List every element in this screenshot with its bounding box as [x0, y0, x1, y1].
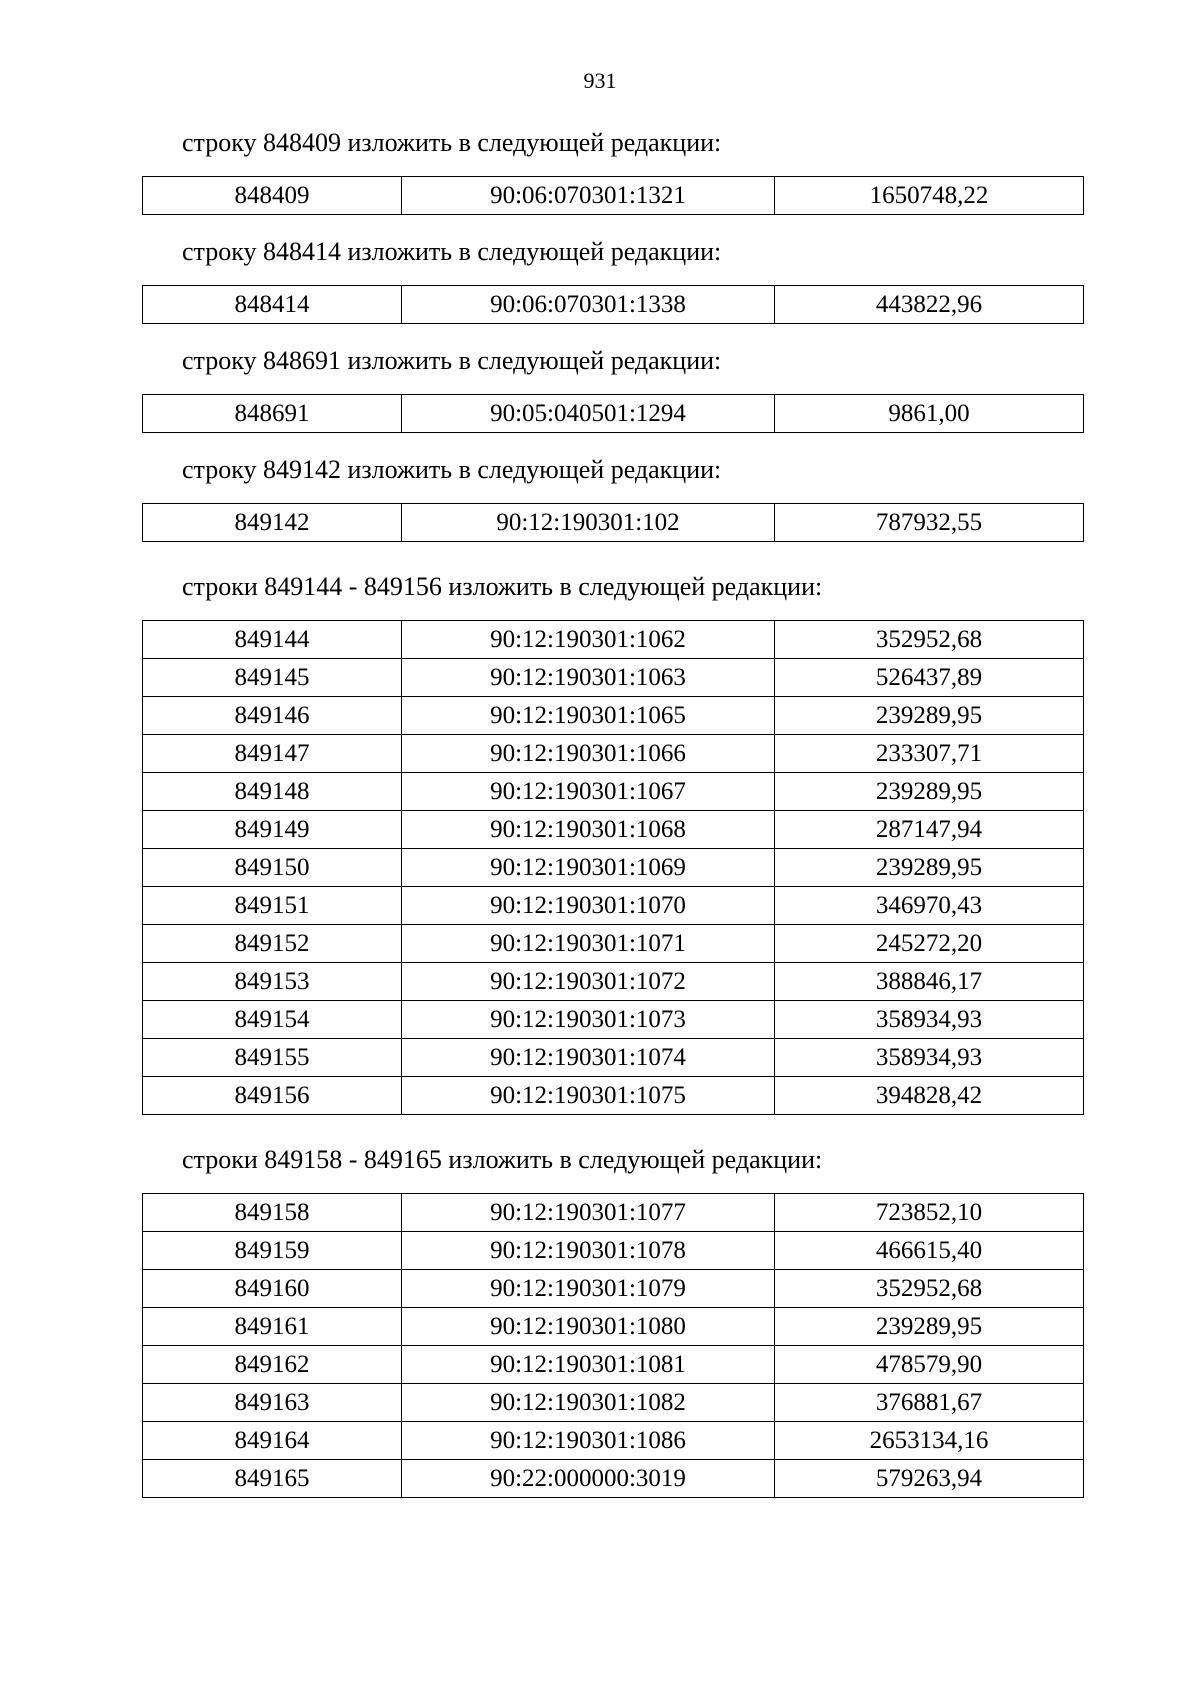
value-cell: 394828,42 — [775, 1077, 1084, 1115]
table-row — [143, 1194, 1084, 1232]
amendment-instruction: строку 848691 изложить в следующей редакции: — [182, 346, 722, 375]
cadastral-number-cell: 90:12:190301:1065 — [402, 697, 775, 735]
value-cell: 287147,94 — [775, 811, 1084, 849]
row-number-cell: 848691 — [143, 395, 402, 433]
value-cell: 239289,95 — [775, 773, 1084, 811]
row-number-cell: 849146 — [143, 697, 402, 735]
cadastral-number-cell: 90:06:070301:1321 — [402, 177, 775, 215]
table-row — [143, 963, 1084, 1001]
amendment-section — [142, 237, 1080, 324]
cadastral-number-cell: 90:12:190301:1080 — [402, 1308, 775, 1346]
value-cell: 245272,20 — [775, 925, 1084, 963]
value-cell: 376881,67 — [775, 1384, 1084, 1422]
cadastral-number-cell: 90:12:190301:1068 — [402, 811, 775, 849]
value-cell: 1650748,22 — [775, 177, 1084, 215]
cadastral-number-cell: 90:22:000000:3019 — [402, 1460, 775, 1498]
row-number-cell: 849142 — [143, 504, 402, 542]
row-number-cell: 849155 — [143, 1039, 402, 1077]
amendment-table — [142, 394, 1084, 433]
table-row — [143, 395, 1084, 433]
value-cell: 478579,90 — [775, 1346, 1084, 1384]
cadastral-number-cell: 90:12:190301:1067 — [402, 773, 775, 811]
cadastral-number-cell: 90:12:190301:1079 — [402, 1270, 775, 1308]
value-cell: 579263,94 — [775, 1460, 1084, 1498]
cadastral-number-cell: 90:12:190301:1075 — [402, 1077, 775, 1115]
table-row — [143, 286, 1084, 324]
row-number-cell: 849161 — [143, 1308, 402, 1346]
table-row — [143, 177, 1084, 215]
table-row — [143, 697, 1084, 735]
amendment-section — [142, 346, 1080, 433]
cadastral-number-cell: 90:12:190301:1073 — [402, 1001, 775, 1039]
table-row — [143, 1232, 1084, 1270]
cadastral-number-cell: 90:12:190301:1086 — [402, 1422, 775, 1460]
amendment-instruction: строки 849144 - 849156 изложить в следующей редакции: — [182, 572, 823, 601]
table-row — [143, 1270, 1084, 1308]
amendment-section — [142, 1145, 1080, 1498]
table-row — [143, 1422, 1084, 1460]
cadastral-number-cell: 90:06:070301:1338 — [402, 286, 775, 324]
value-cell: 443822,96 — [775, 286, 1084, 324]
page-number: 931 — [583, 68, 617, 93]
table-row — [143, 849, 1084, 887]
cadastral-number-cell: 90:12:190301:1074 — [402, 1039, 775, 1077]
amendment-table — [142, 620, 1084, 1115]
table-row — [143, 1384, 1084, 1422]
value-cell: 388846,17 — [775, 963, 1084, 1001]
table-row — [143, 773, 1084, 811]
row-number-cell: 848414 — [143, 286, 402, 324]
value-cell: 526437,89 — [775, 659, 1084, 697]
amendment-instruction: строку 849142 изложить в следующей редакции: — [182, 455, 722, 484]
row-number-cell: 849162 — [143, 1346, 402, 1384]
amendment-table — [142, 285, 1084, 324]
row-number-cell: 849165 — [143, 1460, 402, 1498]
cadastral-number-cell: 90:12:190301:1082 — [402, 1384, 775, 1422]
amendment-table — [142, 1193, 1084, 1498]
table-row — [143, 1346, 1084, 1384]
cadastral-number-cell: 90:12:190301:1063 — [402, 659, 775, 697]
table-row — [143, 1039, 1084, 1077]
cadastral-number-cell: 90:12:190301:1081 — [402, 1346, 775, 1384]
row-number-cell: 849154 — [143, 1001, 402, 1039]
value-cell: 9861,00 — [775, 395, 1084, 433]
row-number-cell: 849159 — [143, 1232, 402, 1270]
amendment-table — [142, 176, 1084, 215]
table-row — [143, 1001, 1084, 1039]
row-number-cell: 849148 — [143, 773, 402, 811]
row-number-cell: 849158 — [143, 1194, 402, 1232]
row-number-cell: 849147 — [143, 735, 402, 773]
cadastral-number-cell: 90:12:190301:1066 — [402, 735, 775, 773]
value-cell: 239289,95 — [775, 697, 1084, 735]
amendment-instruction: строки 849158 - 849165 изложить в следующей редакции: — [182, 1145, 823, 1174]
cadastral-number-cell: 90:12:190301:1070 — [402, 887, 775, 925]
table-row — [143, 621, 1084, 659]
value-cell: 723852,10 — [775, 1194, 1084, 1232]
amendment-section — [142, 572, 1080, 1115]
value-cell: 352952,68 — [775, 1270, 1084, 1308]
value-cell: 239289,95 — [775, 849, 1084, 887]
cadastral-number-cell: 90:12:190301:1072 — [402, 963, 775, 1001]
value-cell: 346970,43 — [775, 887, 1084, 925]
row-number-cell: 849160 — [143, 1270, 402, 1308]
cadastral-number-cell: 90:12:190301:102 — [402, 504, 775, 542]
table-row — [143, 504, 1084, 542]
row-number-cell: 849152 — [143, 925, 402, 963]
cadastral-number-cell: 90:12:190301:1069 — [402, 849, 775, 887]
amendment-section — [142, 128, 1080, 215]
value-cell: 358934,93 — [775, 1001, 1084, 1039]
document-body — [142, 128, 1080, 1528]
row-number-cell: 849145 — [143, 659, 402, 697]
table-row — [143, 925, 1084, 963]
value-cell: 2653134,16 — [775, 1422, 1084, 1460]
value-cell: 358934,93 — [775, 1039, 1084, 1077]
row-number-cell: 849163 — [143, 1384, 402, 1422]
cadastral-number-cell: 90:12:190301:1062 — [402, 621, 775, 659]
table-row — [143, 1308, 1084, 1346]
table-row — [143, 735, 1084, 773]
row-number-cell: 849150 — [143, 849, 402, 887]
row-number-cell: 849149 — [143, 811, 402, 849]
amendment-section — [142, 455, 1080, 542]
cadastral-number-cell: 90:12:190301:1077 — [402, 1194, 775, 1232]
row-number-cell: 849164 — [143, 1422, 402, 1460]
value-cell: 787932,55 — [775, 504, 1084, 542]
table-row — [143, 659, 1084, 697]
amendment-table — [142, 503, 1084, 542]
value-cell: 466615,40 — [775, 1232, 1084, 1270]
table-row — [143, 1460, 1084, 1498]
row-number-cell: 849153 — [143, 963, 402, 1001]
row-number-cell: 849144 — [143, 621, 402, 659]
value-cell: 239289,95 — [775, 1308, 1084, 1346]
value-cell: 233307,71 — [775, 735, 1084, 773]
table-row — [143, 887, 1084, 925]
row-number-cell: 848409 — [143, 177, 402, 215]
cadastral-number-cell: 90:12:190301:1078 — [402, 1232, 775, 1270]
cadastral-number-cell: 90:05:040501:1294 — [402, 395, 775, 433]
value-cell: 352952,68 — [775, 621, 1084, 659]
row-number-cell: 849156 — [143, 1077, 402, 1115]
table-row — [143, 811, 1084, 849]
amendment-instruction: строку 848409 изложить в следующей редакции: — [182, 128, 722, 157]
table-row — [143, 1077, 1084, 1115]
cadastral-number-cell: 90:12:190301:1071 — [402, 925, 775, 963]
row-number-cell: 849151 — [143, 887, 402, 925]
amendment-instruction: строку 848414 изложить в следующей редакции: — [182, 237, 722, 266]
